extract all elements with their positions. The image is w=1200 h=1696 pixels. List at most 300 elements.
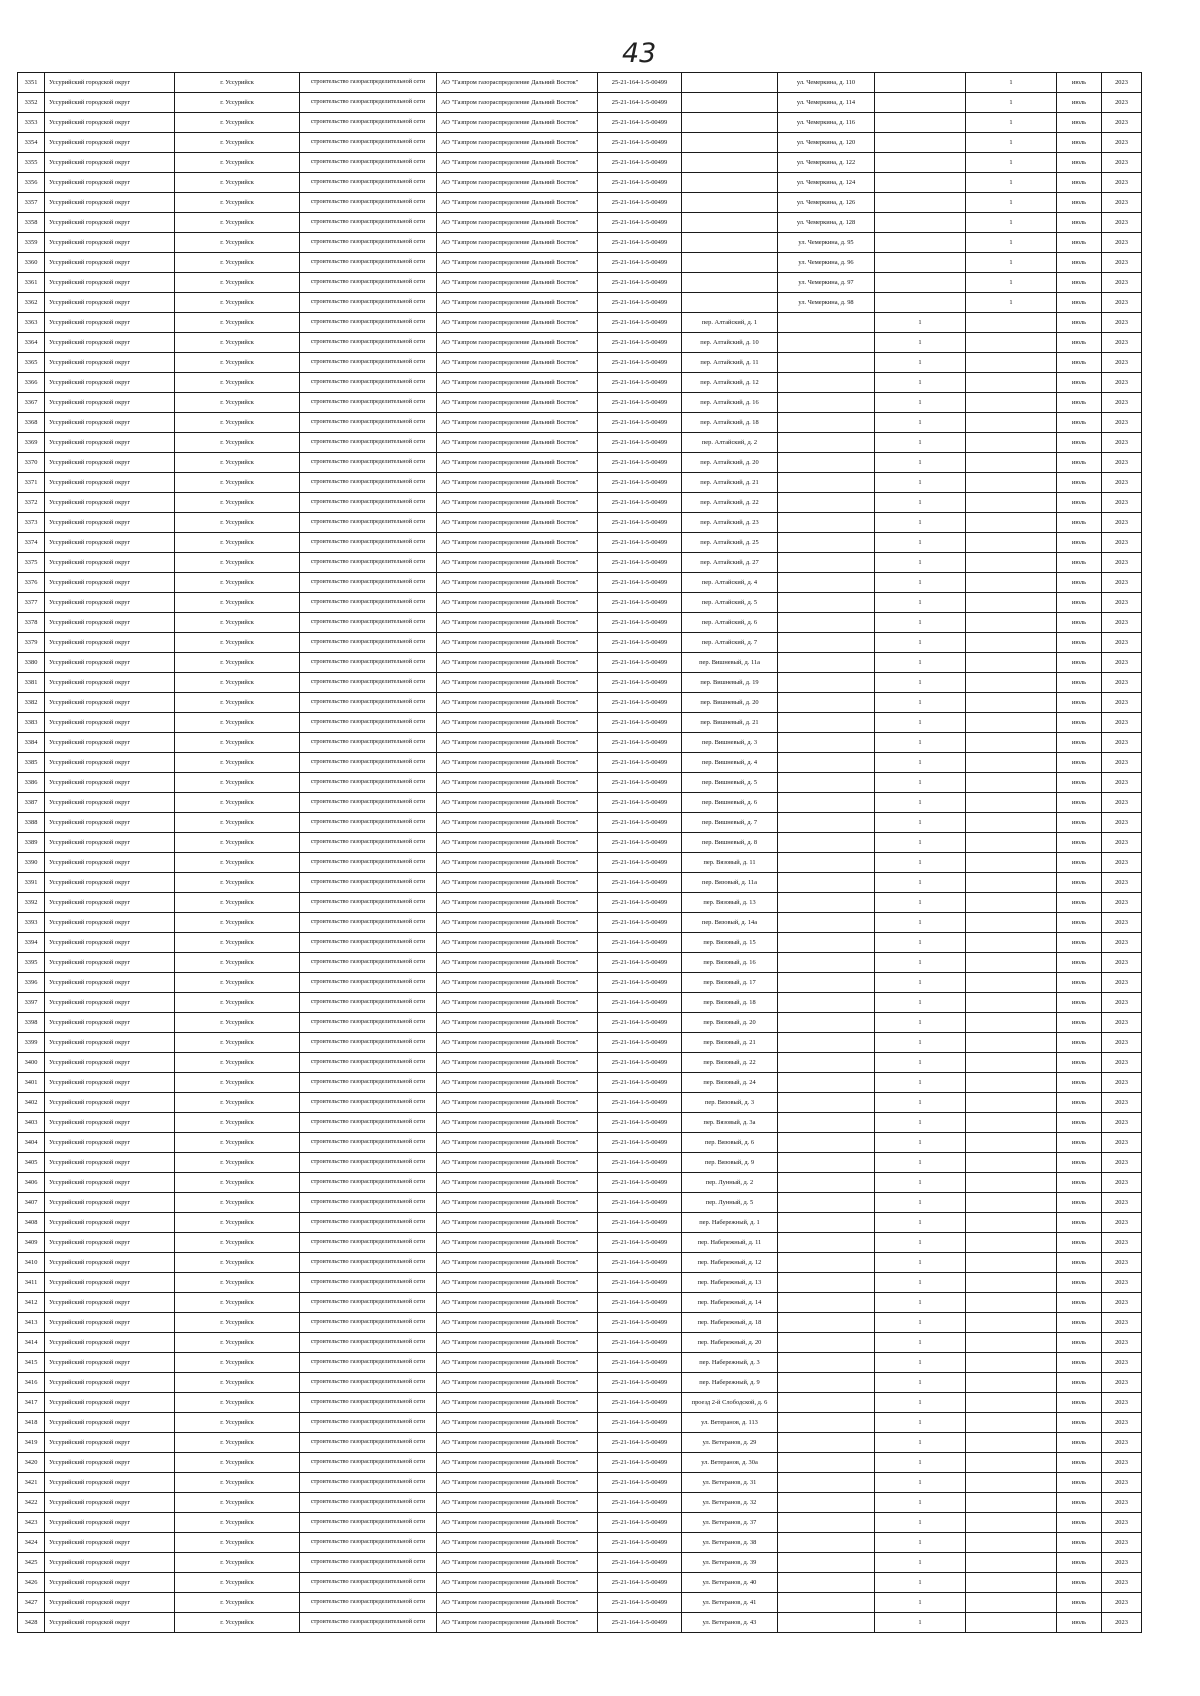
address-cell-b [778, 1013, 875, 1033]
quantity-cell-b: 1 [966, 293, 1057, 313]
year-cell: 2023 [1102, 473, 1142, 493]
address-cell-a: пер. Вишневый, д. 8 [682, 833, 778, 853]
city-cell: г. Уссурийск [175, 793, 300, 813]
code-cell: 25-21-164-1-5-00499 [598, 1173, 682, 1193]
quantity-cell-a: 1 [875, 1073, 966, 1093]
city-cell: г. Уссурийск [175, 393, 300, 413]
quantity-cell-a [875, 113, 966, 133]
month-cell: июль [1057, 953, 1102, 973]
city-cell: г. Уссурийск [175, 833, 300, 853]
quantity-cell-b [966, 513, 1057, 533]
year-cell: 2023 [1102, 833, 1142, 853]
quantity-cell-a [875, 193, 966, 213]
district-cell: Уссурийский городской округ [45, 1233, 175, 1253]
address-cell-b: ул. Чемеркина, д. 120 [778, 133, 875, 153]
quantity-cell-b [966, 473, 1057, 493]
district-cell: Уссурийский городской округ [45, 1053, 175, 1073]
address-cell-a: ул. Ветеранов, д. 31 [682, 1473, 778, 1493]
organization-cell: АО "Газпром газораспределение Дальний Восток" [437, 1173, 598, 1193]
code-cell: 25-21-164-1-5-00499 [598, 1593, 682, 1613]
year-cell: 2023 [1102, 673, 1142, 693]
work-type-cell: строительство газораспределительной сети [300, 973, 437, 993]
address-cell-a: пер. Вязовый, д. 16 [682, 953, 778, 973]
address-cell-b [778, 1293, 875, 1313]
quantity-cell-a: 1 [875, 1173, 966, 1193]
address-cell-b: ул. Чемеркина, д. 124 [778, 173, 875, 193]
quantity-cell-b: 1 [966, 73, 1057, 93]
work-type-cell: строительство газораспределительной сети [300, 1553, 437, 1573]
quantity-cell-a: 1 [875, 653, 966, 673]
work-type-cell: строительство газораспределительной сети [300, 1173, 437, 1193]
address-cell-a: пер. Вязовый, д. 11 [682, 853, 778, 873]
work-type-cell: строительство газораспределительной сети [300, 513, 437, 533]
address-cell-b [778, 873, 875, 893]
year-cell: 2023 [1102, 73, 1142, 93]
code-cell: 25-21-164-1-5-00499 [598, 973, 682, 993]
work-type-cell: строительство газораспределительной сети [300, 133, 437, 153]
year-cell: 2023 [1102, 553, 1142, 573]
organization-cell: АО "Газпром газораспределение Дальний Восток" [437, 1053, 598, 1073]
organization-cell: АО "Газпром газораспределение Дальний Восток" [437, 453, 598, 473]
city-cell: г. Уссурийск [175, 1493, 300, 1513]
district-cell: Уссурийский городской округ [45, 1033, 175, 1053]
month-cell: июль [1057, 693, 1102, 713]
month-cell: июль [1057, 853, 1102, 873]
city-cell: г. Уссурийск [175, 1293, 300, 1313]
month-cell: июль [1057, 833, 1102, 853]
district-cell: Уссурийский городской округ [45, 993, 175, 1013]
organization-cell: АО "Газпром газораспределение Дальний Восток" [437, 833, 598, 853]
row-number: 3403 [18, 1113, 45, 1133]
row-number: 3414 [18, 1333, 45, 1353]
row-number: 3401 [18, 1073, 45, 1093]
work-type-cell: строительство газораспределительной сети [300, 733, 437, 753]
city-cell: г. Уссурийск [175, 493, 300, 513]
organization-cell: АО "Газпром газораспределение Дальний Восток" [437, 493, 598, 513]
organization-cell: АО "Газпром газораспределение Дальний Восток" [437, 1533, 598, 1553]
month-cell: июль [1057, 1113, 1102, 1133]
work-type-cell: строительство газораспределительной сети [300, 253, 437, 273]
organization-cell: АО "Газпром газораспределение Дальний Восток" [437, 1373, 598, 1393]
quantity-cell-b [966, 1433, 1057, 1453]
year-cell: 2023 [1102, 873, 1142, 893]
address-cell-b [778, 593, 875, 613]
quantity-cell-b [966, 713, 1057, 733]
table-row [18, 1213, 1142, 1233]
work-type-cell: строительство газораспределительной сети [300, 1373, 437, 1393]
quantity-cell-a: 1 [875, 353, 966, 373]
row-number: 3404 [18, 1133, 45, 1153]
row-number: 3391 [18, 873, 45, 893]
table-row [18, 1473, 1142, 1493]
work-type-cell: строительство газораспределительной сети [300, 473, 437, 493]
quantity-cell-a: 1 [875, 433, 966, 453]
organization-cell: АО "Газпром газораспределение Дальний Восток" [437, 1613, 598, 1633]
organization-cell: АО "Газпром газораспределение Дальний Восток" [437, 1353, 598, 1373]
quantity-cell-b [966, 1293, 1057, 1313]
city-cell: г. Уссурийск [175, 333, 300, 353]
work-type-cell: строительство газораспределительной сети [300, 713, 437, 733]
code-cell: 25-21-164-1-5-00499 [598, 1233, 682, 1253]
work-type-cell: строительство газораспределительной сети [300, 533, 437, 553]
table-row [18, 1093, 1142, 1113]
address-cell-a [682, 93, 778, 113]
quantity-cell-b: 1 [966, 253, 1057, 273]
month-cell: июль [1057, 653, 1102, 673]
code-cell: 25-21-164-1-5-00499 [598, 773, 682, 793]
work-type-cell: строительство газораспределительной сети [300, 273, 437, 293]
month-cell: июль [1057, 1293, 1102, 1313]
quantity-cell-b [966, 1153, 1057, 1173]
address-cell-a: пер. Вязовый, д. 21 [682, 1033, 778, 1053]
code-cell: 25-21-164-1-5-00499 [598, 673, 682, 693]
row-number: 3367 [18, 393, 45, 413]
year-cell: 2023 [1102, 1593, 1142, 1613]
month-cell: июль [1057, 1253, 1102, 1273]
year-cell: 2023 [1102, 1493, 1142, 1513]
code-cell: 25-21-164-1-5-00499 [598, 693, 682, 713]
address-cell-a: пер. Вязовый, д. 17 [682, 973, 778, 993]
address-cell-b [778, 893, 875, 913]
address-cell-a: ул. Ветеранов, д. 113 [682, 1413, 778, 1433]
table-row [18, 1153, 1142, 1173]
organization-cell: АО "Газпром газораспределение Дальний Восток" [437, 113, 598, 133]
month-cell: июль [1057, 333, 1102, 353]
month-cell: июль [1057, 1053, 1102, 1073]
quantity-cell-b: 1 [966, 113, 1057, 133]
quantity-cell-b [966, 433, 1057, 453]
quantity-cell-b [966, 1033, 1057, 1053]
quantity-cell-b [966, 1573, 1057, 1593]
code-cell: 25-21-164-1-5-00499 [598, 453, 682, 473]
code-cell: 25-21-164-1-5-00499 [598, 193, 682, 213]
work-type-cell: строительство газораспределительной сети [300, 1113, 437, 1133]
month-cell: июль [1057, 313, 1102, 333]
organization-cell: АО "Газпром газораспределение Дальний Восток" [437, 673, 598, 693]
organization-cell: АО "Газпром газораспределение Дальний Восток" [437, 1453, 598, 1473]
row-number: 3420 [18, 1453, 45, 1473]
table-row [18, 1193, 1142, 1213]
organization-cell: АО "Газпром газораспределение Дальний Восток" [437, 513, 598, 533]
district-cell: Уссурийский городской округ [45, 593, 175, 613]
code-cell: 25-21-164-1-5-00499 [598, 1473, 682, 1493]
work-type-cell: строительство газораспределительной сети [300, 1213, 437, 1233]
quantity-cell-b [966, 493, 1057, 513]
work-type-cell: строительство газораспределительной сети [300, 293, 437, 313]
district-cell: Уссурийский городской округ [45, 1133, 175, 1153]
address-cell-a: пер. Вязовый, д. 6 [682, 1133, 778, 1153]
address-cell-a: пер. Алтайский, д. 7 [682, 633, 778, 653]
month-cell: июль [1057, 1233, 1102, 1253]
address-cell-a: пер. Вишневый, д. 19 [682, 673, 778, 693]
table-row [18, 293, 1142, 313]
district-cell: Уссурийский городской округ [45, 1213, 175, 1233]
quantity-cell-a: 1 [875, 1293, 966, 1313]
row-number: 3382 [18, 693, 45, 713]
address-cell-b [778, 1393, 875, 1413]
address-cell-b: ул. Чемеркина, д. 98 [778, 293, 875, 313]
address-cell-a: пер. Алтайский, д. 6 [682, 613, 778, 633]
district-cell: Уссурийский городской округ [45, 673, 175, 693]
month-cell: июль [1057, 253, 1102, 273]
district-cell: Уссурийский городской округ [45, 813, 175, 833]
page-number: 43 [622, 38, 657, 69]
address-cell-b [778, 1093, 875, 1113]
quantity-cell-a: 1 [875, 633, 966, 653]
register-body [18, 73, 1142, 1633]
year-cell: 2023 [1102, 1113, 1142, 1133]
code-cell: 25-21-164-1-5-00499 [598, 173, 682, 193]
quantity-cell-a: 1 [875, 693, 966, 713]
quantity-cell-b [966, 973, 1057, 993]
work-type-cell: строительство газораспределительной сети [300, 113, 437, 133]
quantity-cell-b [966, 1213, 1057, 1233]
work-type-cell: строительство газораспределительной сети [300, 633, 437, 653]
work-type-cell: строительство газораспределительной сети [300, 1473, 437, 1493]
month-cell: июль [1057, 293, 1102, 313]
address-cell-a: пер. Алтайский, д. 25 [682, 533, 778, 553]
city-cell: г. Уссурийск [175, 1433, 300, 1453]
quantity-cell-b [966, 1013, 1057, 1033]
address-cell-a: пер. Набережный, д. 13 [682, 1273, 778, 1293]
month-cell: июль [1057, 1273, 1102, 1293]
quantity-cell-a: 1 [875, 1433, 966, 1453]
quantity-cell-b [966, 1053, 1057, 1073]
work-type-cell: строительство газораспределительной сети [300, 953, 437, 973]
address-cell-a: пер. Алтайский, д. 11 [682, 353, 778, 373]
month-cell: июль [1057, 453, 1102, 473]
city-cell: г. Уссурийск [175, 973, 300, 993]
organization-cell: АО "Газпром газораспределение Дальний Восток" [437, 1213, 598, 1233]
quantity-cell-a: 1 [875, 1473, 966, 1493]
code-cell: 25-21-164-1-5-00499 [598, 253, 682, 273]
table-row [18, 1453, 1142, 1473]
quantity-cell-a: 1 [875, 533, 966, 553]
district-cell: Уссурийский городской округ [45, 153, 175, 173]
city-cell: г. Уссурийск [175, 1013, 300, 1033]
district-cell: Уссурийский городской округ [45, 233, 175, 253]
year-cell: 2023 [1102, 533, 1142, 553]
quantity-cell-b [966, 813, 1057, 833]
quantity-cell-a: 1 [875, 753, 966, 773]
address-cell-a: проезд 2-й Слободской, д. 6 [682, 1393, 778, 1413]
organization-cell: АО "Газпром газораспределение Дальний Восток" [437, 953, 598, 973]
month-cell: июль [1057, 73, 1102, 93]
city-cell: г. Уссурийск [175, 413, 300, 433]
work-type-cell: строительство газораспределительной сети [300, 233, 437, 253]
address-cell-b [778, 1553, 875, 1573]
address-cell-b: ул. Чемеркина, д. 126 [778, 193, 875, 213]
code-cell: 25-21-164-1-5-00499 [598, 813, 682, 833]
work-type-cell: строительство газораспределительной сети [300, 913, 437, 933]
month-cell: июль [1057, 873, 1102, 893]
address-cell-b [778, 1433, 875, 1453]
year-cell: 2023 [1102, 493, 1142, 513]
month-cell: июль [1057, 493, 1102, 513]
city-cell: г. Уссурийск [175, 1213, 300, 1233]
city-cell: г. Уссурийск [175, 1393, 300, 1413]
quantity-cell-b: 1 [966, 213, 1057, 233]
city-cell: г. Уссурийск [175, 1333, 300, 1353]
code-cell: 25-21-164-1-5-00499 [598, 1193, 682, 1213]
quantity-cell-a: 1 [875, 1313, 966, 1333]
organization-cell: АО "Газпром газораспределение Дальний Восток" [437, 133, 598, 153]
row-number: 3406 [18, 1173, 45, 1193]
code-cell: 25-21-164-1-5-00499 [598, 913, 682, 933]
code-cell: 25-21-164-1-5-00499 [598, 713, 682, 733]
address-cell-a: пер. Лунный, д. 5 [682, 1193, 778, 1213]
code-cell: 25-21-164-1-5-00499 [598, 393, 682, 413]
quantity-cell-b [966, 593, 1057, 613]
district-cell: Уссурийский городской округ [45, 1433, 175, 1453]
quantity-cell-b [966, 1113, 1057, 1133]
code-cell: 25-21-164-1-5-00499 [598, 513, 682, 533]
year-cell: 2023 [1102, 813, 1142, 833]
city-cell: г. Уссурийск [175, 913, 300, 933]
district-cell: Уссурийский городской округ [45, 653, 175, 673]
address-cell-a: пер. Вязовый, д. 18 [682, 993, 778, 1013]
address-cell-b [778, 833, 875, 853]
city-cell: г. Уссурийск [175, 373, 300, 393]
work-type-cell: строительство газораспределительной сети [300, 593, 437, 613]
work-type-cell: строительство газораспределительной сети [300, 313, 437, 333]
work-type-cell: строительство газораспределительной сети [300, 793, 437, 813]
month-cell: июль [1057, 1613, 1102, 1633]
address-cell-b [778, 1153, 875, 1173]
district-cell: Уссурийский городской округ [45, 633, 175, 653]
quantity-cell-a: 1 [875, 973, 966, 993]
quantity-cell-a: 1 [875, 913, 966, 933]
city-cell: г. Уссурийск [175, 1613, 300, 1633]
city-cell: г. Уссурийск [175, 1033, 300, 1053]
address-cell-b [778, 673, 875, 693]
organization-cell: АО "Газпром газораспределение Дальний Восток" [437, 813, 598, 833]
work-type-cell: строительство газораспределительной сети [300, 1153, 437, 1173]
city-cell: г. Уссурийск [175, 573, 300, 593]
organization-cell: АО "Газпром газораспределение Дальний Восток" [437, 853, 598, 873]
address-cell-a: пер. Вишневый, д. 11а [682, 653, 778, 673]
quantity-cell-b [966, 1593, 1057, 1613]
code-cell: 25-21-164-1-5-00499 [598, 233, 682, 253]
table-row [18, 1373, 1142, 1393]
code-cell: 25-21-164-1-5-00499 [598, 433, 682, 453]
city-cell: г. Уссурийск [175, 1553, 300, 1573]
table-row [18, 753, 1142, 773]
quantity-cell-a [875, 93, 966, 113]
district-cell: Уссурийский городской округ [45, 853, 175, 873]
quantity-cell-a: 1 [875, 413, 966, 433]
quantity-cell-a: 1 [875, 1513, 966, 1533]
district-cell: Уссурийский городской округ [45, 1253, 175, 1273]
year-cell: 2023 [1102, 173, 1142, 193]
address-cell-a: пер. Алтайский, д. 20 [682, 453, 778, 473]
district-cell: Уссурийский городской округ [45, 973, 175, 993]
address-cell-b: ул. Чемеркина, д. 128 [778, 213, 875, 233]
month-cell: июль [1057, 273, 1102, 293]
organization-cell: АО "Газпром газораспределение Дальний Восток" [437, 233, 598, 253]
address-cell-a: пер. Алтайский, д. 12 [682, 373, 778, 393]
month-cell: июль [1057, 733, 1102, 753]
quantity-cell-a: 1 [875, 1413, 966, 1433]
address-cell-b [778, 333, 875, 353]
address-cell-a: пер. Вязовый, д. 9 [682, 1153, 778, 1173]
year-cell: 2023 [1102, 713, 1142, 733]
address-cell-b [778, 953, 875, 973]
year-cell: 2023 [1102, 1053, 1142, 1073]
code-cell: 25-21-164-1-5-00499 [598, 1613, 682, 1633]
year-cell: 2023 [1102, 1233, 1142, 1253]
quantity-cell-b [966, 1413, 1057, 1433]
row-number: 3377 [18, 593, 45, 613]
organization-cell: АО "Газпром газораспределение Дальний Восток" [437, 1473, 598, 1493]
code-cell: 25-21-164-1-5-00499 [598, 153, 682, 173]
quantity-cell-a: 1 [875, 1213, 966, 1233]
quantity-cell-b [966, 673, 1057, 693]
year-cell: 2023 [1102, 773, 1142, 793]
quantity-cell-b [966, 1473, 1057, 1493]
address-cell-b: ул. Чемеркина, д. 110 [778, 73, 875, 93]
code-cell: 25-21-164-1-5-00499 [598, 1253, 682, 1273]
address-cell-b [778, 353, 875, 373]
work-type-cell: строительство газораспределительной сети [300, 1393, 437, 1413]
organization-cell: АО "Газпром газораспределение Дальний Восток" [437, 553, 598, 573]
table-row [18, 1273, 1142, 1293]
year-cell: 2023 [1102, 653, 1142, 673]
table-row [18, 253, 1142, 273]
address-cell-b [778, 613, 875, 633]
year-cell: 2023 [1102, 1433, 1142, 1453]
organization-cell: АО "Газпром газораспределение Дальний Восток" [437, 773, 598, 793]
row-number: 3358 [18, 213, 45, 233]
quantity-cell-a [875, 253, 966, 273]
quantity-cell-b [966, 893, 1057, 913]
address-cell-b [778, 373, 875, 393]
quantity-cell-b [966, 1513, 1057, 1533]
row-number: 3384 [18, 733, 45, 753]
quantity-cell-b [966, 533, 1057, 553]
code-cell: 25-21-164-1-5-00499 [598, 893, 682, 913]
quantity-cell-a: 1 [875, 573, 966, 593]
year-cell: 2023 [1102, 373, 1142, 393]
month-cell: июль [1057, 973, 1102, 993]
year-cell: 2023 [1102, 693, 1142, 713]
year-cell: 2023 [1102, 733, 1142, 753]
quantity-cell-b: 1 [966, 133, 1057, 153]
work-type-cell: строительство газораспределительной сети [300, 693, 437, 713]
year-cell: 2023 [1102, 153, 1142, 173]
year-cell: 2023 [1102, 793, 1142, 813]
address-cell-a: пер. Вязовый, д. 11а [682, 873, 778, 893]
table-row [18, 373, 1142, 393]
row-number: 3365 [18, 353, 45, 373]
quantity-cell-a [875, 233, 966, 253]
address-cell-a: пер. Набережный, д. 11 [682, 1233, 778, 1253]
quantity-cell-b [966, 1093, 1057, 1113]
address-cell-b [778, 1253, 875, 1273]
city-cell: г. Уссурийск [175, 233, 300, 253]
row-number: 3368 [18, 413, 45, 433]
district-cell: Уссурийский городской округ [45, 1453, 175, 1473]
district-cell: Уссурийский городской округ [45, 1553, 175, 1573]
work-type-cell: строительство газораспределительной сети [300, 1513, 437, 1533]
city-cell: г. Уссурийск [175, 133, 300, 153]
row-number: 3373 [18, 513, 45, 533]
organization-cell: АО "Газпром газораспределение Дальний Восток" [437, 373, 598, 393]
district-cell: Уссурийский городской округ [45, 453, 175, 473]
month-cell: июль [1057, 1033, 1102, 1053]
table-row [18, 1113, 1142, 1133]
address-cell-b [778, 413, 875, 433]
